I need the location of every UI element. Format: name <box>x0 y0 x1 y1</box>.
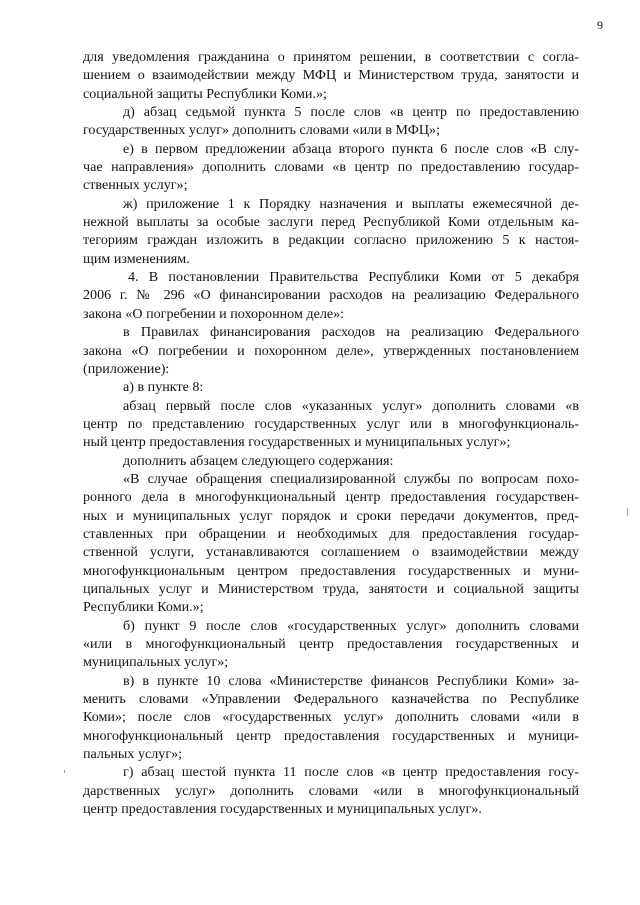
text-line: ственных услуг»; <box>83 177 188 194</box>
text-line: ных и муниципальных услуг порядок и сроки передачи документов, пред- <box>83 507 579 524</box>
text-line: ственной услуги, устанавливаются соглашением о взаимодействии между <box>83 544 579 561</box>
text-line: дополнить абзацем следующего содержания: <box>123 452 394 469</box>
text-line: многофункциональным центром предоставления государственных и муни- <box>83 562 579 579</box>
text-line: муниципальных услуг»; <box>83 654 229 671</box>
text-line: дарственных услуг» дополнить словами «или в многофункциональный <box>83 782 579 799</box>
text-line: чае направления» дополнить словами «в центр по предоставлению государ- <box>83 159 579 176</box>
scan-artifact <box>627 508 628 516</box>
text-line: в) в пункте 10 слова «Министерстве финансов Республики Коми» за- <box>123 672 579 689</box>
text-line: ж) приложение 1 к Порядку назначения и выплаты ежемесячной де- <box>123 195 579 212</box>
paragraph-item-e <box>83 140 579 195</box>
paragraph-add-abzac <box>83 452 579 470</box>
paragraph-rules-intro <box>83 323 579 378</box>
text-line: ципальных услуг и Министерством труда, занятости и социальной защиты <box>83 580 579 597</box>
text-line: тегориям граждан изложить в редакции согласно приложению 5 к настоя- <box>83 232 579 249</box>
text-line: «В случае обращения специализированной службы по вопросам похо- <box>123 470 579 487</box>
text-line: ный центр предоставления государственных и муниципальных услуг»; <box>83 434 511 451</box>
document-body <box>83 48 579 818</box>
text-line: ронного дела в многофункциональный центр предоставления государствен- <box>83 489 579 506</box>
text-line: Коми»; после слов «государственных услуг» дополнить словами «или в <box>83 709 579 726</box>
text-line: в Правилах финансирования расходов на реализацию Федерального <box>123 324 579 341</box>
paragraph-item-g <box>83 763 579 818</box>
text-line: щим изменениям. <box>83 250 190 267</box>
paragraph-item-a <box>83 378 579 396</box>
text-line: шением о взаимодействии между МФЦ и Министерством труда, занятости и <box>83 67 579 84</box>
paragraph-abzac-first <box>83 397 579 452</box>
text-line: для уведомления гражданина о принятом решении, в соответствии с согла- <box>83 49 579 65</box>
text-line: б) пункт 9 после слов «государственных услуг» дополнить словами <box>123 617 579 634</box>
paragraph-item-d <box>83 103 579 140</box>
text-line: е) в первом предложении абзаца второго пункта 6 после слов «В слу- <box>123 140 579 157</box>
paragraph-continuation <box>83 48 579 103</box>
text-line: д) абзац седьмой пункта 5 после слов «в центр по предоставлению <box>123 104 579 121</box>
paragraph-quote <box>83 470 579 617</box>
text-line: «или в многофункциональный центр предоставления государственных и <box>83 636 579 652</box>
text-line: менить словами «Управлении Федерального казначейства по Республике <box>83 691 579 708</box>
paragraph-item-b <box>83 617 579 672</box>
page-number: 9 <box>597 18 603 32</box>
text-line: г) абзац шестой пункта 11 после слов «в центр предоставления госу- <box>123 764 579 781</box>
text-line: 4. В постановлении Правительства Республики Коми от 5 декабря <box>128 269 579 286</box>
paragraph-section-4 <box>83 268 579 323</box>
text-line: центр по представлению государственных услуг или в многофункциональ- <box>83 415 579 432</box>
text-line: государственных услуг» дополнить словами «или в МФЦ»; <box>83 122 441 139</box>
text-line: нежной выплаты за особые заслуги перед Республикой Коми отдельным ка- <box>83 214 579 231</box>
paragraph-item-zh <box>83 195 579 268</box>
text-line: абзац первый после слов «указанных услуг» дополнить словами «в <box>123 397 579 414</box>
text-line: а) в пункте 8: <box>123 379 204 396</box>
text-line: пальных услуг»; <box>83 746 183 763</box>
text-line: 2006 г. № 296 «О финансировании расходов на реализацию Федерального <box>83 287 579 304</box>
text-line: многофункциональный центр предоставления государственных и муници- <box>83 727 579 744</box>
text-line: закона «О погребении и похоронном деле»: <box>83 305 345 322</box>
text-line: социальной защиты Республики Коми.»; <box>83 85 327 102</box>
text-line: центр предоставления государственных и муниципальных услуг». <box>83 801 482 818</box>
text-line: закона «О погребении и похоронном деле», утвержденных постановлением <box>83 342 579 359</box>
text-line: Республики Коми.»; <box>83 599 204 616</box>
scan-artifact <box>64 770 65 773</box>
paragraph-item-v <box>83 672 579 764</box>
text-line: ставленных при обращении и необходимых для предоставления государ- <box>83 525 579 542</box>
text-line: (приложение): <box>83 360 170 377</box>
